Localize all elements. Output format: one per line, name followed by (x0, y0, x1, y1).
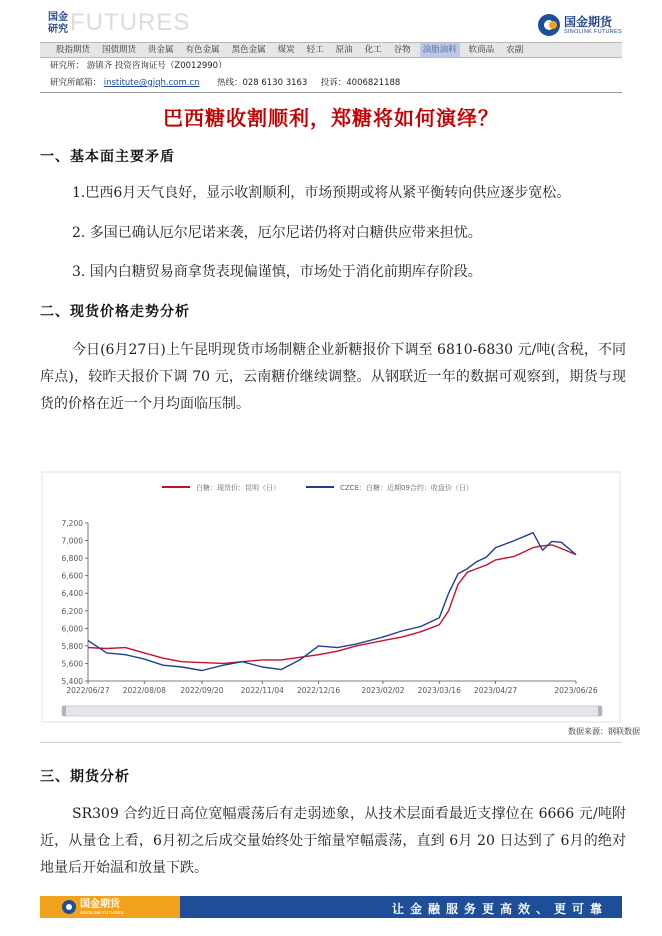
footer-logo (40, 896, 180, 918)
x-tick-label: 2023/02/02 (361, 686, 405, 695)
nav-item-7[interactable]: 原油 (335, 45, 353, 55)
x-tick-label: 2022/09/20 (180, 686, 224, 695)
y-tick-label: 5,800 (61, 641, 83, 651)
category-nav (40, 42, 622, 58)
section1-point-3: 3. 国内白糖贸易商拿货表现偏谨慎，市场处于消化前期库存阶段。 (72, 264, 482, 280)
nav-item-4[interactable]: 黑色金属 (231, 45, 266, 55)
futures-watermark: FUTURES (70, 9, 191, 36)
nav-item-8[interactable]: 化工 (364, 45, 382, 55)
footer-logo-cn: 国金期货 (80, 898, 120, 910)
header-divider (40, 92, 622, 93)
section1-point-1: 1.巴西6月天气良好，显示收割顺利，市场预期或将从紧平衡转向供应逐步宽松。 (72, 185, 571, 201)
footer-slogan: 让金融服务更高效、更可靠 (391, 902, 608, 916)
nav-item-10[interactable]: 油脂油料 (420, 43, 460, 57)
section1-heading: 一、基本面主要矛盾 (40, 149, 175, 165)
y-tick-label: 7,000 (61, 536, 83, 546)
nav-item-11[interactable]: 软商品 (468, 45, 495, 55)
chart-source: 数据来源：钢联数据 (568, 727, 640, 736)
y-tick-label: 6,600 (61, 571, 83, 581)
y-tick-label: 6,800 (61, 554, 83, 564)
x-tick-label: 2022/12/16 (296, 686, 341, 695)
company-logo (538, 14, 622, 36)
footer-logo-en: SINOLINK FUTURES (80, 909, 124, 915)
section2-heading: 二、现货价格走势分析 (40, 304, 190, 320)
chart-divider (40, 742, 622, 743)
chart-frame (42, 472, 620, 722)
hotline: 热线：028 6130 3163 (216, 78, 308, 88)
legend-label-0: 白糖：现货价：昆明（日） (196, 484, 280, 492)
researcher-info: 研究所： 游镇齐 投资咨询证号（Z0012990） (50, 61, 227, 71)
range-slider-left-handle (62, 706, 66, 716)
y-tick-label: 5,600 (61, 659, 83, 669)
x-tick-label: 2022/11/04 (240, 686, 284, 695)
nav-item-5[interactable]: 煤炭 (277, 45, 295, 55)
article-title: 巴西糖收割顺利，郑糖将如何演绎？ (163, 106, 499, 130)
logo-name-en: SINOLINK FUTURES (564, 28, 622, 35)
email-link[interactable]: institute@gjqh.com.cn (103, 78, 200, 88)
nav-item-2[interactable]: 贵金属 (148, 45, 174, 55)
range-slider-right-handle (598, 706, 602, 716)
email-label: 研究所邮箱： (50, 78, 102, 88)
nav-item-1[interactable]: 国债期货 (102, 45, 137, 55)
y-tick-label: 6,400 (61, 589, 83, 599)
x-tick-label: 2023/06/26 (554, 686, 598, 695)
nav-item-6[interactable]: 轻工 (306, 45, 324, 55)
nav-item-3[interactable]: 有色金属 (185, 45, 220, 55)
series-line-0 (88, 545, 576, 664)
footer-logo-icon (62, 900, 76, 914)
x-tick-label: 2023/04/27 (473, 686, 518, 695)
report-header (0, 0, 662, 42)
price-chart (40, 470, 622, 740)
nav-item-12[interactable]: 农副 (506, 45, 524, 55)
brand-label-line1: 国金 (48, 12, 68, 23)
chart-svg (40, 470, 622, 725)
brand-label-line2: 研究 (48, 24, 68, 35)
section1-point-2: 2. 多国已确认厄尔尼诺来袭，厄尔尼诺仍将对白糖供应带来担忧。 (72, 225, 482, 241)
logo-name-cn: 国金期货 (564, 14, 613, 29)
logo-icon (538, 14, 560, 36)
section3-heading: 三、期货分析 (40, 769, 130, 785)
legend-label-1: CZCE：白糖：近期09合约：收盘价（日） (340, 484, 473, 492)
y-tick-label: 6,000 (61, 624, 83, 634)
y-tick-label: 7,200 (61, 519, 83, 528)
x-tick-label: 2023/03/16 (417, 686, 461, 695)
range-slider-track (62, 706, 602, 716)
nav-item-9[interactable]: 谷物 (393, 45, 411, 55)
section3-paragraph: SR309 合约近日高位宽幅震荡后有走弱迹象，从技术层面看最近支撑位在 6666 元/吨附近，从量仓上看，6月初之后成交量始终处于缩量窄幅震荡，直到 6月 20 日达到了 6月的绝对地量后开始温和放量下跌。 (40, 806, 626, 876)
complaint-line: 投诉：4006821188 (320, 78, 401, 88)
contact-info (50, 78, 400, 89)
series-line-1 (88, 533, 576, 671)
x-tick-label: 2022/06/27 (66, 686, 110, 695)
y-tick-label: 6,200 (61, 606, 83, 616)
nav-item-0[interactable]: 股指期货 (56, 45, 91, 55)
y-tick-label: 5,400 (61, 677, 83, 686)
section2-paragraph: 今日(6月27日)上午昆明现货市场制糖企业新糖报价下调至 6810-6830 元/吨(含税，不同库点)，较昨天报价下调 70 元，云南糖价继续调整。从钢联近一年的数据可观察到，期货与现货的价格在近一个月均面临压制。 (40, 342, 626, 412)
page-footer (40, 896, 622, 918)
x-tick-label: 2022/08/08 (122, 686, 166, 695)
